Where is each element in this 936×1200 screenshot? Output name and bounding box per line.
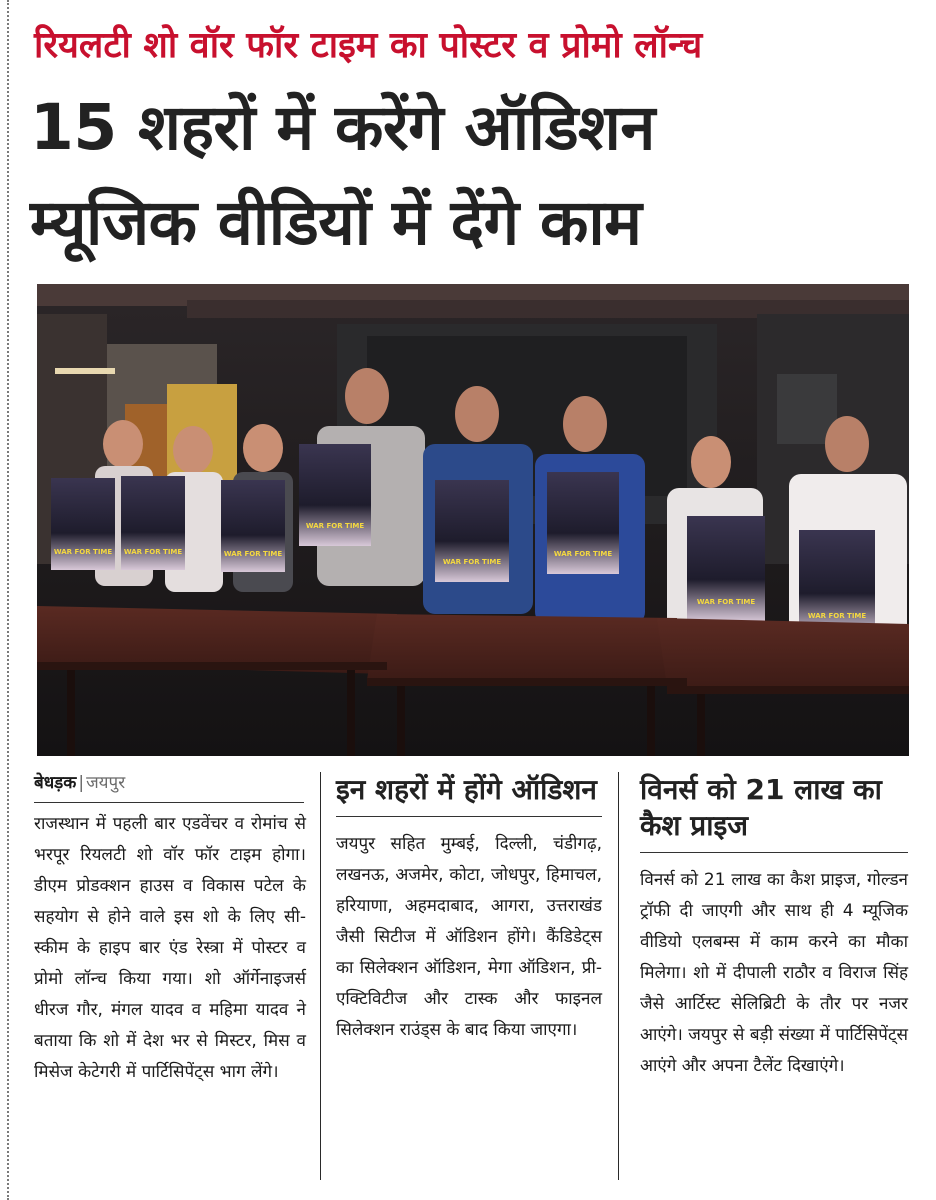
byline-source: बेधड़क: [34, 773, 77, 793]
column-1-body: राजस्थान में पहली बार एडवेंचर व रोमांच से भरपूर रियलटी शो वॉर फॉर टाइम होगा। डीएम प्रोडक्शन हाउस व विकास पटेल के सहयोग से होने वाले इस शो के लिए सी-स्कीम के हाइप बार एंड रेस्त्रा में पोस्टर व प्रोमो लॉन्च किया गया। शो ऑर्गेनाइजर्स धीरज गौर, मंगल यादव व महिमा यादव ने बताया कि शो में देश भर से मिस्टर, मिस व मिसेज केटेगरी में पार्टिसिपेंट्स भाग लेंगे।: [34, 814, 306, 1082]
poster-title: WAR FOR TIME: [123, 548, 183, 556]
headline-line-1: 15 शहरों में करेंगे ऑडिशन: [30, 91, 655, 164]
article-kicker: रियलटी शो वॉर फॉर टाइम का पोस्टर व प्रोमो लॉन्च: [34, 25, 703, 66]
poster-title: WAR FOR TIME: [305, 522, 365, 530]
poster-title: WAR FOR TIME: [223, 550, 283, 558]
article-column-2: [336, 772, 602, 1046]
poster-title: WAR FOR TIME: [553, 550, 613, 558]
column-2-heading: इन शहरों में होंगे ऑडिशन: [336, 772, 602, 817]
poster-title: WAR FOR TIME: [807, 612, 867, 620]
byline-separator: |: [78, 773, 85, 793]
column-3-body: विनर्स को 21 लाख का कैश प्राइज, गोल्डन ट्रॉफी दी जाएगी और साथ ही 4 म्यूजिक वीडियो एलबम्स में काम करने का मौका मिलेगा। शो में दीपाली राठौर व विराज सिंह जैसे आर्टिस्ट सेलिब्रिटी के तौर पर नजर आएंगे। जयपुर से बड़ी संख्या में पार्टिसिपेंट्स आएंगे और अपना टैलेंट दिखाएंगे।: [640, 870, 908, 1076]
poster-title: WAR FOR TIME: [442, 558, 502, 566]
article-column-3: [640, 772, 908, 1082]
article-column-1: [34, 772, 306, 1088]
column-3-heading: विनर्स को 21 लाख का कैश प्राइज: [640, 772, 908, 853]
byline: [34, 772, 304, 803]
news-photo: [37, 284, 909, 756]
page-margin-rule: [7, 0, 9, 1200]
column-divider: [320, 772, 321, 1180]
poster-title: WAR FOR TIME: [53, 548, 113, 556]
byline-city: जयपुर: [86, 773, 126, 793]
poster-title: WAR FOR TIME: [696, 598, 756, 606]
column-2-body: जयपुर सहित मुम्बई, दिल्ली, चंडीगढ़, लखनऊ, अजमेर, कोटा, जोधपुर, हिमाचल, हरियाणा, अहमदाबाद, आगरा, उत्तराखंड जैसी सिटीज में ऑडिशन होंगे। कैंडिडेट्स का सिलेक्शन ऑडिशन, मेगा ऑडिशन, प्री-एक्टिविटीज और टास्क और फाइनल सिलेक्शन राउंड्स के बाद किया जाएगा।: [336, 834, 602, 1040]
headline-line-2: म्यूजिक वीडियों में देंगे काम: [30, 186, 642, 259]
column-divider: [618, 772, 619, 1180]
